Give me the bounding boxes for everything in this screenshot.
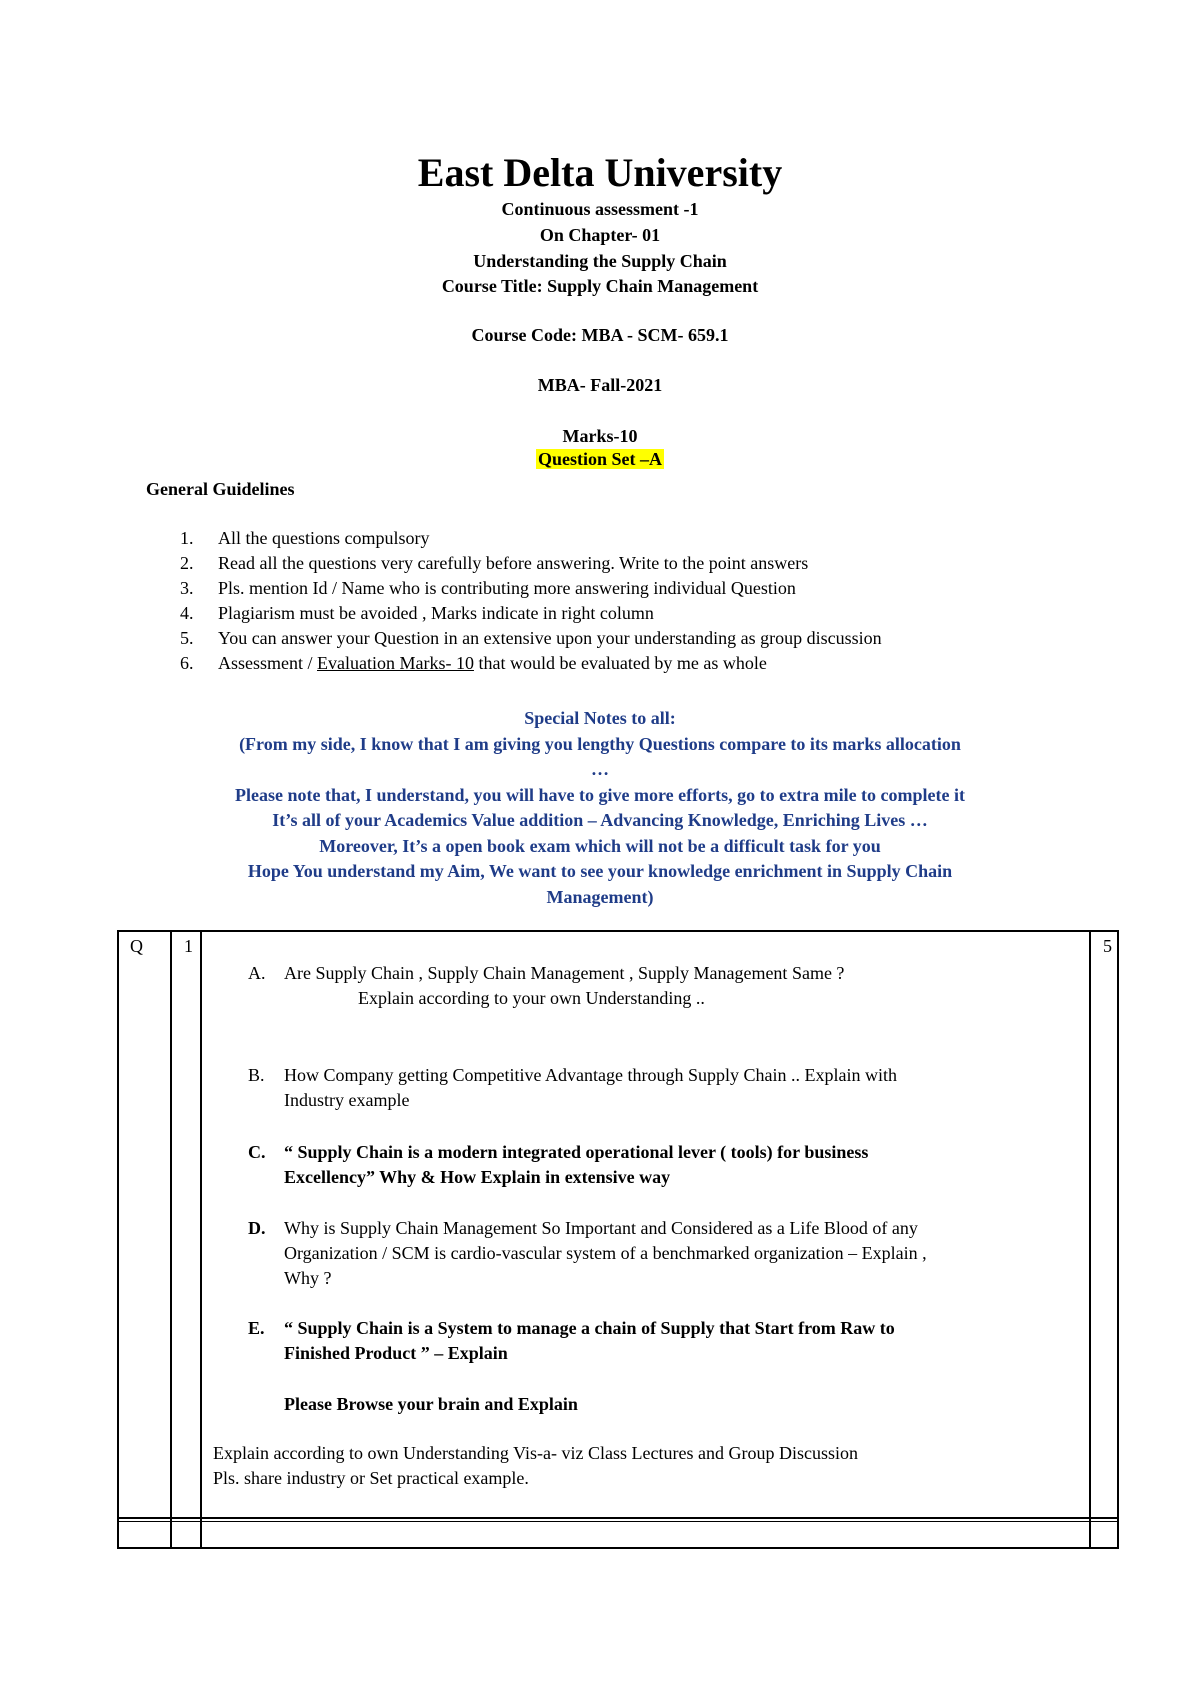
marks-line: Marks-10	[562, 426, 638, 446]
guideline-item	[180, 526, 882, 551]
question-a-line2: Explain according to your own Understanding ..	[358, 988, 705, 1008]
special-note-line: Please note that, I understand, you will have to give more efforts, go to extra mile to complete it	[234, 784, 966, 805]
special-note-line: …	[591, 759, 609, 779]
table-row-divider	[117, 1517, 1119, 1519]
question-line: Industry example	[284, 1090, 410, 1110]
question-label: A.	[248, 963, 266, 983]
table-row-divider-inner	[117, 1521, 1119, 1522]
explain-line: Explain according to own Understanding Vis-a- viz Class Lectures and Group Discussion	[213, 1443, 858, 1463]
special-notes	[130, 706, 1070, 910]
question-set-label: Question Set –A	[537, 449, 662, 469]
table-col-divider	[200, 930, 202, 1549]
guideline-item	[180, 601, 882, 626]
guidelines-list	[180, 526, 882, 676]
table-cell-marks: 5	[1103, 936, 1112, 956]
question-text	[284, 1063, 1084, 1113]
guideline-number: 4.	[180, 603, 194, 623]
guideline-text: Read all the questions very carefully before answering. Write to the point answers	[218, 553, 809, 573]
question-text	[284, 1140, 1084, 1190]
chapter-title-line: Understanding the Supply Chain	[473, 251, 727, 271]
guideline-number: 2.	[180, 553, 194, 573]
table-col-divider	[170, 930, 172, 1549]
guideline-item	[180, 551, 882, 576]
special-note-line: Management)	[546, 886, 654, 907]
guideline-number: 1.	[180, 528, 194, 548]
guideline-number: 3.	[180, 578, 194, 598]
guideline-item	[180, 651, 882, 676]
program-term: MBA- Fall-2021	[537, 375, 663, 395]
guideline-text: All the questions compulsory	[218, 528, 430, 548]
table-border-left	[117, 930, 119, 1549]
special-notes-heading: Special Notes to all:	[524, 708, 676, 728]
guideline-number: 5.	[180, 628, 194, 648]
guideline-text: You can answer your Question in an extensive upon your understanding as group discussion	[218, 628, 882, 648]
special-note-line: It’s all of your Academics Value addition – Advancing Knowledge, Enriching Lives …	[272, 810, 928, 830]
question-text	[284, 1316, 1084, 1366]
special-note-line: (From my side, I know that I am giving you lengthy Questions compare to its marks allocation	[239, 733, 961, 754]
table-border-top	[117, 930, 1119, 932]
question-text	[284, 1216, 1124, 1291]
guidelines-heading: General Guidelines	[146, 479, 295, 499]
browse-note: Please Browse your brain and Explain	[284, 1394, 578, 1414]
question-set-badge	[0, 447, 1200, 471]
question-label: E.	[248, 1318, 265, 1338]
chapter-line: On Chapter- 01	[539, 225, 661, 245]
explain-line: Pls. share industry or Set practical example.	[213, 1468, 529, 1488]
guideline-item	[180, 626, 882, 651]
question-label: B.	[248, 1065, 265, 1085]
guideline-text: Pls. mention Id / Name who is contributing more answering individual Question	[218, 578, 796, 598]
evaluation-marks-underlined: Evaluation Marks- 10	[317, 653, 474, 673]
question-line: Why ?	[284, 1268, 332, 1288]
question-line: Excellency” Why & How Explain in extensive way	[284, 1167, 671, 1187]
guideline-text-post: that would be evaluated by me as whole	[473, 653, 767, 673]
guideline-text: Plagiarism must be avoided , Marks indicate in right column	[218, 603, 654, 623]
guideline-text-pre: Assessment /	[218, 653, 317, 673]
table-cell-q: Q	[130, 936, 143, 956]
table-border-bottom	[117, 1547, 1119, 1549]
question-text: Are Supply Chain , Supply Chain Management , Supply Management Same ?	[284, 963, 845, 983]
table-cell-number: 1	[184, 936, 193, 956]
guideline-number: 6.	[180, 653, 194, 673]
special-note-line: Hope You understand my Aim, We want to see your knowledge enrichment in Supply Chain	[247, 861, 953, 881]
question-line: Finished Product ” – Explain	[284, 1343, 508, 1363]
guideline-item	[180, 576, 882, 601]
question-label: C.	[248, 1142, 266, 1162]
special-note-line: Moreover, It’s a open book exam which will not be a difficult task for you	[319, 835, 881, 856]
question-label: D.	[248, 1218, 266, 1238]
question-line: “ Supply Chain is a System to manage a chain of Supply that Start from Raw to	[284, 1318, 895, 1338]
question-line: How Company getting Competitive Advantage through Supply Chain .. Explain with	[284, 1065, 897, 1085]
question-line: “ Supply Chain is a modern integrated operational lever ( tools) for business	[284, 1142, 869, 1162]
question-line: Organization / SCM is cardio-vascular system of a benchmarked organization – Explain ,	[284, 1243, 927, 1263]
course-code: Course Code: MBA - SCM- 659.1	[471, 325, 729, 345]
course-title: Course Title: Supply Chain Management	[441, 276, 759, 296]
university-title: East Delta University	[417, 150, 783, 195]
question-line: Why is Supply Chain Management So Important and Considered as a Life Blood of any	[284, 1218, 918, 1238]
assessment-line: Continuous assessment -1	[501, 199, 699, 219]
